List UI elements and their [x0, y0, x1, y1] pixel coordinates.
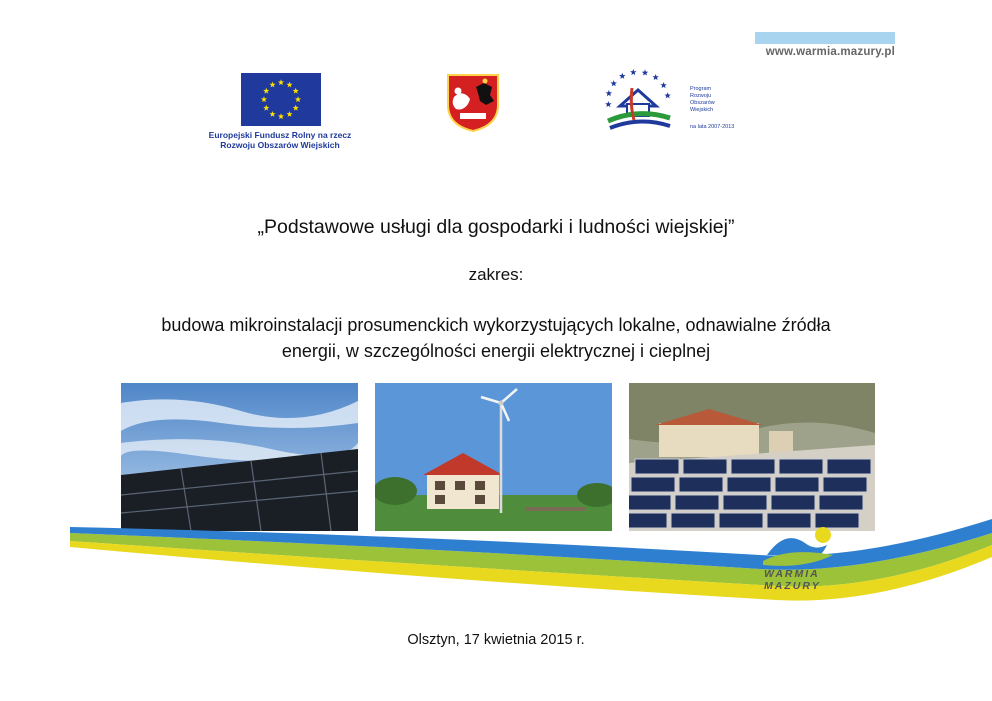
pv-panel — [775, 477, 819, 492]
prow-line-2: Rozwoju — [690, 93, 712, 99]
eu-star-icon — [261, 96, 267, 102]
prow-star-icon — [619, 73, 625, 79]
wordmark-line-1: WARMIA — [764, 568, 820, 580]
prow-caption — [690, 86, 750, 114]
scope-description — [70, 312, 922, 364]
eu-star-icon — [263, 88, 269, 94]
eu-star-icon — [286, 111, 292, 117]
pv-panel — [631, 477, 675, 492]
pv-panel — [827, 459, 871, 474]
prow-line-3: Obszarów — [690, 100, 715, 106]
site-url[interactable]: www.warmia.mazury.pl — [765, 46, 895, 58]
scope-label: zakres: — [468, 265, 524, 284]
prow-star-icon — [652, 74, 658, 80]
eu-star-icon — [278, 113, 284, 119]
prow-star-icon — [605, 101, 611, 107]
eu-star-icon — [293, 88, 299, 94]
description-line-1: budowa mikroinstalacji prosumenckich wykorzystujących lokalne, odnawialne źródła — [161, 315, 831, 335]
eu-star-icon — [295, 96, 301, 102]
eu-fund-caption — [190, 130, 370, 150]
eu-caption-line-2: Rozwoju Obszarów Wiejskich — [220, 140, 340, 150]
page-title: „Podstawowe usługi dla gospodarki i ludności wiejskiej” — [257, 216, 735, 238]
wordmark-line-2: MAZURY — [764, 580, 821, 592]
coat-of-arms-icon — [442, 71, 504, 133]
prow-line-4: Wiejskich — [690, 107, 714, 113]
pv-panel — [823, 477, 867, 492]
eu-star-icon — [293, 105, 299, 111]
eu-caption-line-1: Europejski Fundusz Rolny na rzecz — [208, 130, 352, 140]
prow-logo-icon — [600, 66, 675, 134]
prow-years: na lata 2007-2013 — [690, 124, 735, 130]
eu-star-icon — [278, 79, 284, 85]
place-and-date: Olsztyn, 17 kwietnia 2015 r. — [407, 632, 585, 648]
warmia-mazury-wordmark — [764, 568, 864, 592]
eu-star-icon — [269, 82, 275, 88]
eu-flag-icon — [241, 73, 321, 126]
prow-star-icon — [660, 82, 666, 88]
prow-star-icon — [606, 90, 612, 96]
pv-panel — [727, 477, 771, 492]
prow-star-icon — [611, 80, 617, 86]
eu-star-icon — [263, 105, 269, 111]
pv-panel — [731, 459, 775, 474]
eu-star-icon — [269, 111, 275, 117]
eu-star-icon — [286, 82, 292, 88]
pv-panel — [779, 459, 823, 474]
description-line-2: energii, w szczególności energii elektrycznej i cieplnej — [281, 341, 711, 361]
prow-line-1: Program — [690, 86, 712, 92]
url-bar-decoration — [755, 32, 895, 44]
pv-panel — [635, 459, 679, 474]
pv-panel — [683, 459, 727, 474]
prow-star-icon — [664, 92, 670, 98]
prow-star-icon — [642, 69, 648, 75]
prow-star-icon — [630, 69, 636, 75]
pv-panel — [679, 477, 723, 492]
